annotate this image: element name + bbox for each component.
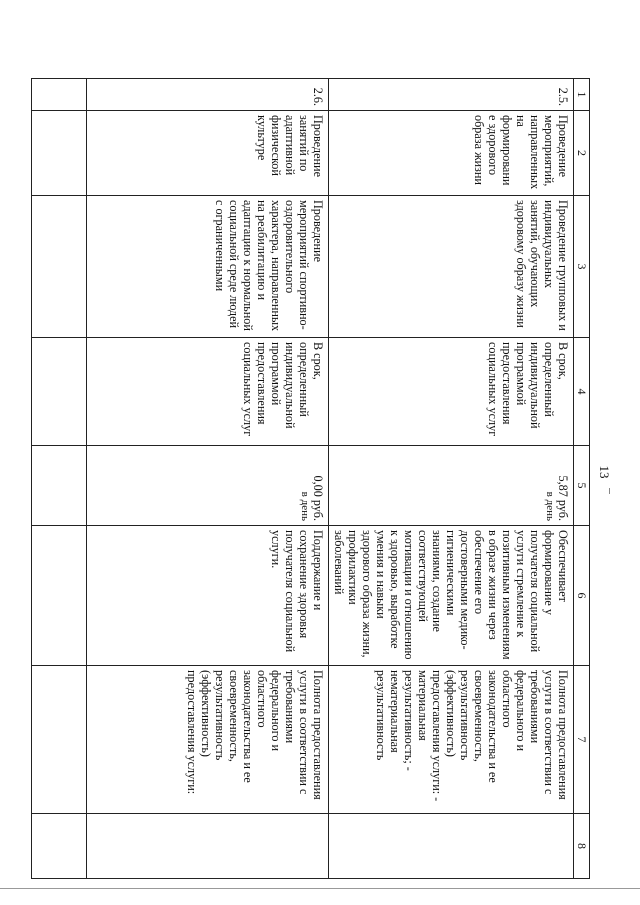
header-cell: 4 xyxy=(574,338,590,446)
service-evaluation: Полнота предоставления услуги в соответствии с требованиями федерального и областного законодательства и ее своевременность, результативность (эффективность) предоставления услуги: xyxy=(87,666,329,814)
empty-cell xyxy=(32,338,87,446)
header-cell: 7 xyxy=(574,666,590,814)
price-unit: в день xyxy=(299,491,311,521)
service-indicators: Обеспечивает формирование у получателя социальной услуги стремление к позитивным изменениям в образе жизни через обеспечение его достоверными медико-гигиеническими знаниями, создание соответствующей мотивации и отношению к здоровью, выработке умения и навыки здорового образа жизни, профилактики заболеваний xyxy=(329,526,574,666)
empty-cell xyxy=(32,111,87,196)
service-description: Проведение мероприятий спортивно-оздоровительного характера, направленных на реабилитацию и адаптацию к нормальной социальной среде людей с ограниченными xyxy=(87,196,329,338)
row-number: 2.5. xyxy=(329,79,574,111)
service-price-cell xyxy=(329,446,574,526)
header-cell: 3 xyxy=(574,196,590,338)
service-term: В срок, определенный индивидуальной программой предоставления социальных услуг xyxy=(329,338,574,446)
header-cell: 6 xyxy=(574,526,590,666)
empty-cell xyxy=(32,666,87,814)
empty-cell xyxy=(32,526,87,666)
empty-cell xyxy=(32,446,87,526)
service-name: Проведение занятий по адаптивной физической культуре xyxy=(87,111,329,196)
empty-cell xyxy=(32,814,87,879)
service-indicators: Поддержание и сохранение здоровья получателя социальной услуги. xyxy=(87,526,329,666)
service-price: 5,87 руб. xyxy=(556,475,570,521)
services-table xyxy=(31,78,590,879)
table-row-continuation xyxy=(32,79,87,879)
empty-cell xyxy=(32,79,87,111)
rotated-document-page xyxy=(60,78,620,878)
service-name: Проведение мероприятий, направленных на формировани е здорового образа жизни xyxy=(329,111,574,196)
service-description: Проведение групповых и индивидуальных занятий, обучающих здоровому образу жизни xyxy=(329,196,574,338)
service-price: 0,00 руб. xyxy=(311,475,325,521)
price-unit: в день xyxy=(544,491,556,521)
service-evaluation: Полнота предоставления услуги в соответствии с требованиями федерального и областного законодательства и ее своевременность, результативность (эффективность) предоставления услуги: - материальная результативность; - нематериальная результативность xyxy=(329,666,574,814)
header-cell: 8 xyxy=(574,814,590,879)
service-note xyxy=(329,814,574,879)
service-term: В срок, определенный индивидуальной программой предоставления социальных услуг xyxy=(87,338,329,446)
empty-cell xyxy=(32,196,87,338)
service-note xyxy=(87,814,329,879)
scan-edge-line xyxy=(0,888,640,889)
header-cell: 2 xyxy=(574,111,590,196)
header-row xyxy=(574,79,590,879)
service-price-cell xyxy=(87,446,329,526)
row-number: 2.6. xyxy=(87,79,329,111)
header-cell: 1 xyxy=(574,79,590,111)
page-number: 13 xyxy=(597,465,612,479)
header-cell: 5 xyxy=(574,446,590,526)
table-row xyxy=(87,79,329,879)
table-row xyxy=(329,79,574,879)
